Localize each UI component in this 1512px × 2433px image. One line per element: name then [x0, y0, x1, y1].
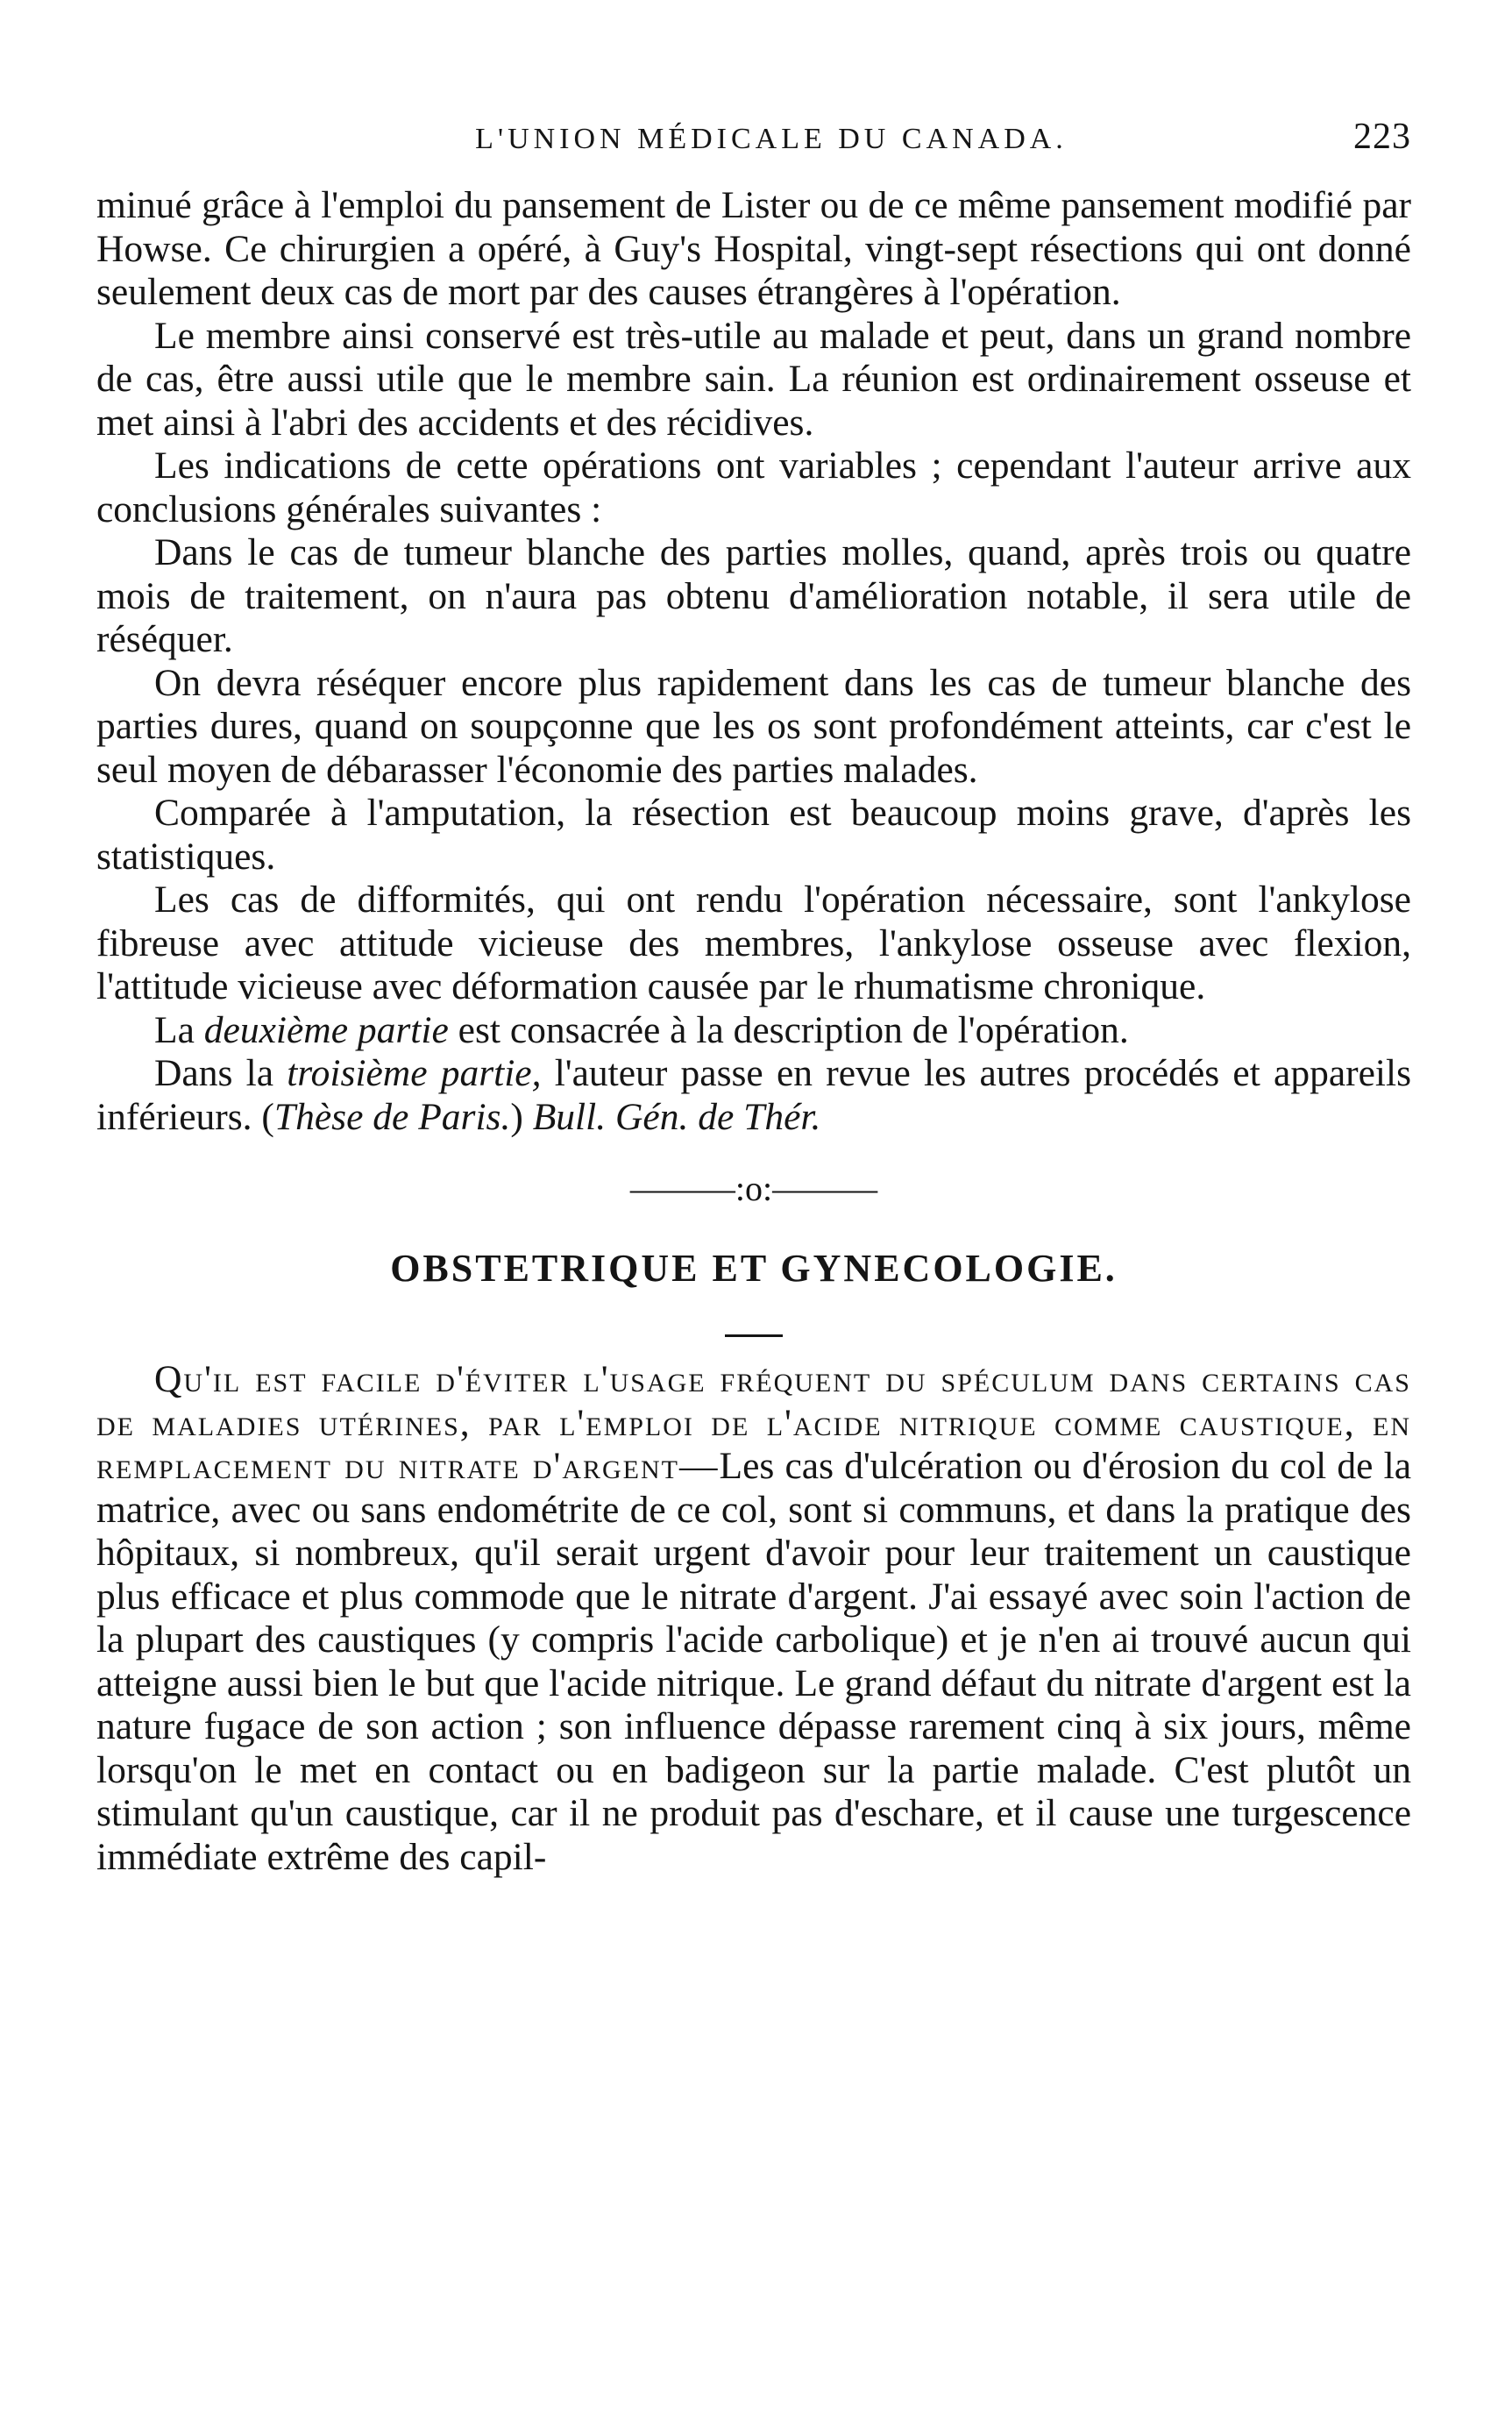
separator: ———:o:——— — [629, 1169, 878, 1208]
body-text — [96, 184, 1411, 1879]
paragraph: minué grâce à l'emploi du pansement de Lister ou de ce même pansement modifié par Howse. Ce chirurgien a opéré, à Guy's Hospital, vingt-sept résections qui ont donné seulement deux cas de mort par des causes étrangères à l'opération. — [96, 184, 1411, 313]
paragraph: Les cas de difformités, qui ont rendu l'opération nécessaire, sont l'ankylose fibreuse avec attitude vicieuse des membres, l'ankylose osseuse avec flexion, l'attitude vicieuse avec déformation causée par le rhumatisme chronique. — [96, 879, 1411, 1007]
paragraph: Le membre ainsi conservé est très-utile au malade et peut, dans un grand nombre de cas, être aussi utile que le membre sain. La réunion est ordinairement osseuse et met ainsi à l'abri des accidents et des récidives. — [96, 314, 1411, 444]
document-page — [96, 117, 1412, 2402]
paragraph — [96, 1052, 1411, 1139]
text-run: l'auteur passe en revue les autres procédés et appareils inférieurs. ( — [96, 1052, 1412, 1138]
section-heading: OBSTETRIQUE ET GYNECOLOGIE. — [390, 1247, 1118, 1290]
paragraph: Les indications de cette opérations ont variables ; cependant l'auteur arrive aux conclusions générales suivantes : — [96, 445, 1411, 530]
article-title: Qu'il est facile d'éviter l'usage fréquent du spéculum dans certains cas de maladies utérines, par l'emploi de l'acide nitrique comme caustique, en remplacement du nitrate d'argent— — [96, 1358, 1411, 1487]
italic-text: Bull. Gén. de Thér. — [532, 1095, 821, 1138]
page-number: 223 — [1353, 117, 1411, 157]
italic-text: Thèse de Paris. — [273, 1095, 511, 1138]
italic-text: troisième partie, — [287, 1052, 542, 1094]
italic-text: deuxième partie — [203, 1008, 449, 1051]
paragraph: Dans le cas de tumeur blanche des parties molles, quand, après trois ou quatre mois de traitement, on n'aura pas obtenu d'amélioration notable, il sera utile de réséquer. — [96, 531, 1411, 660]
text-run: Dans la — [154, 1052, 287, 1094]
article-body: Les cas d'ulcération ou d'érosion du col de la matrice, avec ou sans endométrite de ce col, sont si communs, et dans la pratique des hôpitaux, si nombreux, qu'il serait urgent d'avoir pour leur traitement un caustique plus efficace et plus commode que le nitrate d'argent. J'ai essayé avec soin l'action de la plupart des caustiques (y compris l'acide carbolique) et je n'en ai trouvé aucun qui atteigne aussi bien le but que l'acide nitrique. Le grand défaut du nitrate d'argent est la nature fugace de son action ; son influence dépasse rarement cinq à six jours, même lorsqu'on le met en contact ou en badigeon sur la partie malade. C'est plutôt un stimulant qu'un caustique, car il ne produit pas d'eschare, et il cause une turgescence immédiate extrême des capil- — [96, 1445, 1412, 1878]
divider — [96, 1305, 1411, 1358]
running-head — [96, 117, 1411, 184]
paragraph: Comparée à l'amputation, la résection est beaucoup moins grave, d'après les statistiques. — [96, 792, 1411, 878]
paragraph — [96, 1009, 1411, 1053]
paragraph: On devra réséquer encore plus rapidement dans les cas de tumeur blanche des parties dures, quand on soupçonne que les os sont profondément atteints, car c'est le seul moyen de débarasser l'économie des parties malades. — [96, 661, 1411, 791]
running-title: L'UNION MÉDICALE DU CANADA. — [475, 123, 1068, 155]
text-run: ) — [510, 1095, 533, 1138]
text-run: La — [154, 1008, 204, 1051]
text-run: est consacrée à la description de l'opération. — [448, 1008, 1129, 1051]
article-paragraph — [96, 1358, 1411, 1879]
